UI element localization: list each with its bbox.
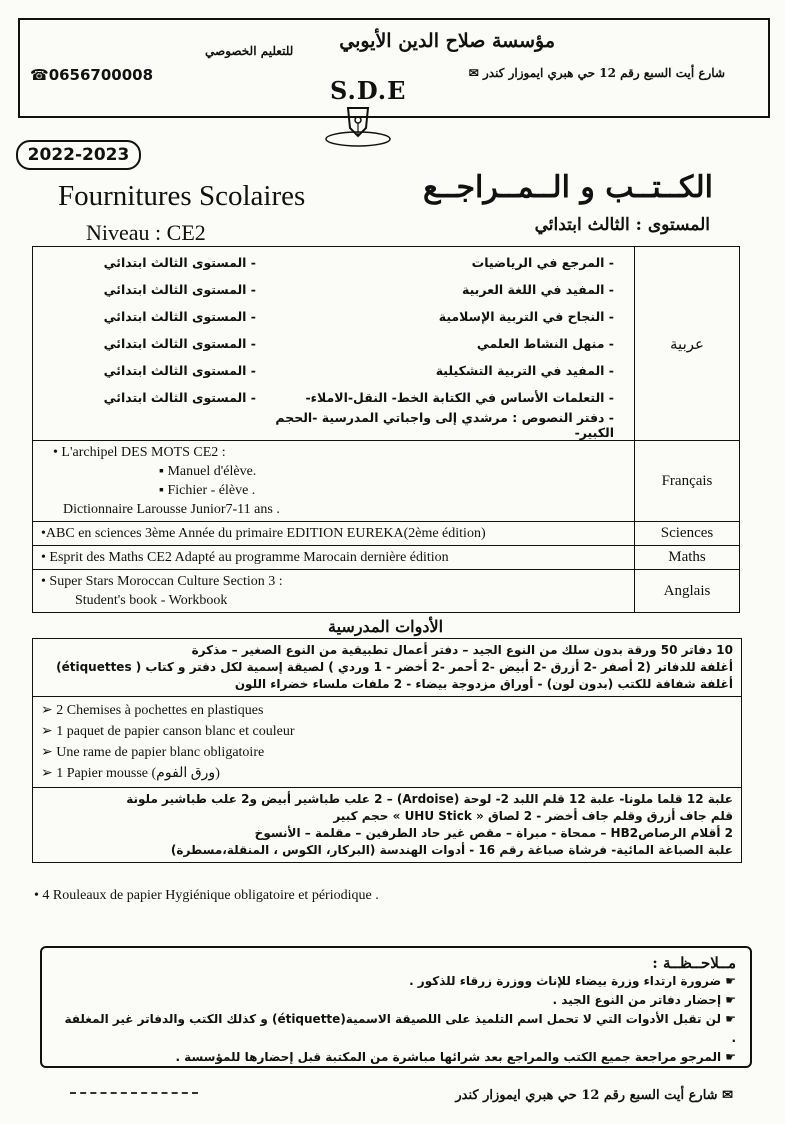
anglais-content <box>33 570 634 612</box>
arabic-book-level: - المستوى الثالث ابتدائي <box>103 255 256 270</box>
arabic-book-title: - النجاح في التربية الإسلامية <box>438 309 614 324</box>
note-item <box>56 1010 736 1048</box>
tools-line: أغلفة للدفاتر (2 أصفر -2 أزرق -2 أبيض -2 أحمر -2 أخضر - 1 وردي ) لصيقة إسمية لكل دفتر و كتاب ( étiquettes) <box>56 660 733 674</box>
private-label: للتعليم الخصوصي <box>205 44 294 58</box>
books-table <box>32 246 740 613</box>
arabic-books-list <box>33 247 634 440</box>
francais-line: ▪ Manuel d'élève. <box>159 464 257 479</box>
arabic-book-level: - المستوى الثالث ابتدائي <box>103 336 256 351</box>
arabic-book-title: - دفتر النصوص : مرشدي إلى واجباتي المدرسية -الحجم الكبير- <box>275 409 614 440</box>
francais-row <box>33 441 739 522</box>
maths-row <box>33 546 739 570</box>
notes-title: مــلاحــظــة : <box>652 954 736 972</box>
arabic-book-level: - المستوى الثالث ابتدائي <box>103 390 256 405</box>
arabic-book-title: - منهل النشاط العلمي <box>476 336 614 351</box>
footer-dashed-line <box>70 1092 198 1098</box>
tools-title: الأدوات المدرسية <box>328 617 444 636</box>
note-text: ضرورة ارتداء وزرة بيضاء للإناث ووزرة زرقاء للذكور . <box>409 974 722 988</box>
arabic-book-row <box>41 411 626 438</box>
anglais-row <box>33 570 739 612</box>
header-address <box>469 66 725 80</box>
arabic-row <box>33 247 739 441</box>
arabic-book-row <box>41 384 626 411</box>
rouleaux-line: • 4 Rouleaux de papier Hygiénique obligatoire et périodique . <box>34 888 379 903</box>
maths-content: • Esprit des Maths CE2 Adapté au programme Marocain dernière édition <box>41 550 449 565</box>
subject-maths: Maths <box>634 546 739 569</box>
address-text: شارع أيت السبع رقم 12 حي هبري ايموزار كندر <box>482 66 725 80</box>
mail-icon: ✉ <box>468 66 479 80</box>
note-item <box>56 1048 736 1067</box>
note-item <box>56 991 736 1010</box>
tools-section-pens <box>33 788 741 862</box>
pen-nib-logo <box>322 106 394 148</box>
anglais-line: • Super Stars Moroccan Culture Section 3 : <box>41 574 283 589</box>
school-year: 2022-2023 <box>16 140 141 170</box>
arabic-title: الكــتــب و الــمــراجــع <box>422 170 713 205</box>
francais-line: ▪ Fichier - élève . <box>159 483 256 498</box>
mail-icon: ✉ <box>722 1088 733 1103</box>
arabic-book-title: - المرجع في الرياضيات <box>471 255 614 270</box>
tools-line: ➢ 1 paquet de papier canson blanc et couleur <box>41 724 295 739</box>
tools-line: قلم جاف أزرق وقلم جاف أخضر - 2 لصاق « UHU Stick » حجم كبير <box>333 809 733 823</box>
institution-name: مؤسسة صلاح الدين الأيوبي <box>339 30 555 52</box>
arabic-book-level: - المستوى الثالث ابتدائي <box>103 363 256 378</box>
note-item <box>56 972 736 991</box>
tools-box <box>32 638 742 863</box>
francais-line: • L'archipel DES MOTS CE2 : <box>53 445 226 460</box>
tools-line: أغلفة شفافة للكتب (بدون لون) - أوراق مزدوجة بيضاء - 2 ملفات ملساء خضراء اللون <box>234 677 733 691</box>
pointing-hand-icon: ☛ <box>721 1050 736 1064</box>
note-text: إحضار دفاتر من النوع الجيد . <box>552 993 722 1007</box>
notes-list <box>56 972 736 1067</box>
arabic-book-row <box>41 330 626 357</box>
arabic-book-row <box>41 303 626 330</box>
arabic-book-row <box>41 357 626 384</box>
francais-content <box>33 441 634 521</box>
arabic-book-title: - المفيد في التربية التشكيلية <box>435 363 614 378</box>
note-text: المرجو مراجعة جميع الكتب والمراجع بعد شرائها مباشرة من المكتبة قبل إحضارها للمؤسسة . <box>175 1050 722 1064</box>
arabic-book-row <box>41 276 626 303</box>
tools-line: ➢ 1 Papier mousse (ورق الفوم) <box>41 766 220 781</box>
phone-number <box>30 66 153 84</box>
sciences-content: •ABC en sciences 3ème Année du primaire EDITION EUREKA(2ème édition) <box>41 526 486 541</box>
subject-arabic: عربية <box>634 247 739 440</box>
pointing-hand-icon: ☛ <box>721 993 736 1007</box>
tools-line: 2 أقلام الرصاصHB2 – ممحاة - مبراة – مقص غير حاد الطرفين – مقلمة – الأنسوخ <box>254 826 733 840</box>
tools-line: 10 دفاتر 50 ورقة بدون سلك من النوع الجيد – دفتر أعمال تطبيقية من النوع الصغير – مذكرة <box>191 643 733 657</box>
logo-text: S.D.E <box>330 76 407 105</box>
notes-box <box>40 946 752 1068</box>
pointing-hand-icon: ☛ <box>721 974 736 988</box>
arabic-book-title: - التعلمات الأساس في الكتابة الخط- النقل-الاملاء- <box>305 390 614 405</box>
arabic-book-title: - المفيد في اللغة العربية <box>461 282 614 297</box>
tools-line: ➢ Une rame de papier blanc obligatoire <box>41 745 265 760</box>
subject-sciences: Sciences <box>634 522 739 545</box>
pointing-hand-icon: ☛ <box>721 1012 736 1026</box>
subject-francais: Français <box>634 441 739 521</box>
footer-address <box>455 1088 733 1103</box>
footer-address-text: شارع أيت السبع رقم 12 حي هبري ايموزار كندر <box>455 1088 718 1103</box>
niveau-label: Niveau : CE2 <box>86 220 206 245</box>
level-arabic: المستوى : الثالث ابتدائي <box>534 215 710 235</box>
anglais-line: Student's book - Workbook <box>75 593 228 608</box>
tools-section-papers <box>33 697 741 788</box>
french-title: Fournitures Scolaires <box>58 180 306 212</box>
phone-icon: ☎ <box>30 66 49 84</box>
subject-anglais: Anglais <box>634 570 739 612</box>
tools-section-notebooks <box>33 639 741 697</box>
tools-line: علبة 12 قلما ملونا- علبة 12 قلم اللبد 2- لوحة (Ardoise) – 2 علب طباشير أبيض و2 علب طباشير ملونة <box>126 792 733 806</box>
tools-line: ➢ 2 Chemises à pochettes en plastiques <box>41 703 264 718</box>
arabic-book-row <box>41 249 626 276</box>
note-text: لن تقبل الأدوات التي لا تحمل اسم التلميذ على اللصيقة الاسمية(étiquette) و كذلك الكتب والدفاتر غير المغلفة . <box>64 1012 736 1045</box>
francais-line: Dictionnaire Larousse Junior7-11 ans . <box>63 502 280 517</box>
arabic-book-level: - المستوى الثالث ابتدائي <box>103 309 256 324</box>
phone-text: 0656700008 <box>48 66 154 84</box>
tools-line: علبة الصباغة المائية- فرشاة صباغة رقم 16 - أدوات الهندسة (البركار، الكوس ، المنقلة،مسطرة) <box>170 843 733 857</box>
sciences-row <box>33 522 739 546</box>
arabic-book-level: - المستوى الثالث ابتدائي <box>103 282 256 297</box>
